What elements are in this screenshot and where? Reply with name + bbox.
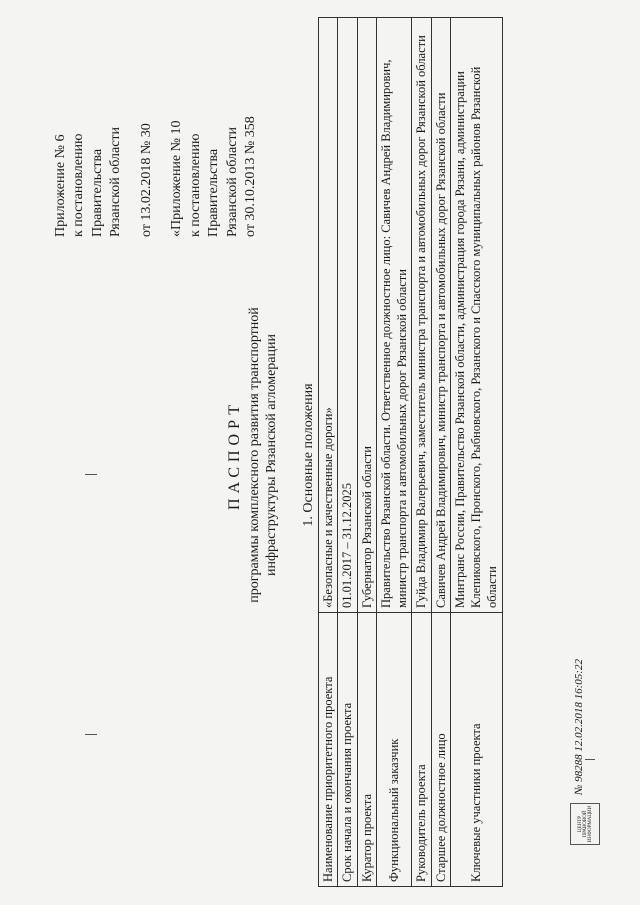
- document-subtitle: инфраструктуры Рязанской агломерации: [264, 334, 280, 576]
- row-label: Наименование приоритетного проекта: [319, 613, 338, 887]
- table-row: [357, 18, 376, 887]
- row-value: Губернатор Рязанской области: [357, 18, 376, 613]
- registration-stamp: № 98288 12.02.2018 16:05:22: [573, 659, 585, 795]
- table-row: [338, 18, 357, 887]
- legal-info-stamp: [570, 803, 600, 845]
- approval-line: Рязанской области: [224, 126, 240, 237]
- row-value: 01.01.2017 – 31.12.2025: [338, 18, 357, 613]
- document-title: ПАСПОРТ: [226, 400, 243, 510]
- row-label: Руководитель проекта: [412, 613, 431, 887]
- approval-line: Приложение № 6: [53, 134, 68, 237]
- row-label: Функциональный заказчик: [376, 613, 412, 887]
- row-value: Савичев Андрей Владимирович, министр транспорта и автомобильных дорог Рязанской области: [431, 18, 450, 613]
- scan-mark: [85, 734, 97, 735]
- approval-line: от 13.02.2018 № 30: [138, 123, 154, 237]
- section-heading: 1. Основные положения: [300, 383, 316, 527]
- approval-line: «Приложение № 10: [169, 120, 185, 237]
- scan-mark: [585, 759, 595, 760]
- row-label: Ключевые участники проекта: [450, 613, 502, 887]
- table-row: [412, 18, 431, 887]
- approval-line: от 30.10.2013 № 358: [243, 116, 259, 237]
- row-value: Гуйда Владимир Валерьевич, заместитель министра транспорта и автомобильных дорог Рязанской области: [412, 18, 431, 613]
- passport-table: [318, 17, 503, 887]
- document-subtitle: программы комплексного развития транспортной: [246, 307, 262, 603]
- row-value: Минтранс России, Правительство Рязанской области, администрация города Рязани, администрации Клепиковского, Пронского, Рыбновского, Рязанского и Спасского муниципальных районов Рязанской области: [450, 18, 502, 613]
- approval-line: к постановлению Правительства: [71, 133, 105, 237]
- row-label: Куратор проекта: [357, 613, 376, 887]
- approval-line: Рязанской области: [108, 126, 124, 237]
- row-value: «Безопасные и качественные дороги»: [319, 18, 338, 613]
- table-row: [376, 18, 412, 887]
- table-row: [431, 18, 450, 887]
- scan-mark: [85, 474, 97, 475]
- row-label: Срок начала и окончания проекта: [338, 613, 357, 887]
- stamp-text: ЦЕНТР ПРАВОВОЙ ИНФОРМАЦИИ: [577, 805, 593, 843]
- table-row: [319, 18, 338, 887]
- table-row: [450, 18, 502, 887]
- approval-line: к постановлению Правительства: [187, 133, 222, 237]
- row-value: Правительство Рязанской области. Ответственное должностное лицо: Савичев Андрей Владимирович, министр транспорта и автомобильных дорог Рязанской области: [376, 18, 412, 613]
- row-label: Старшее должностное лицо: [431, 613, 450, 887]
- title-block: [225, 145, 317, 765]
